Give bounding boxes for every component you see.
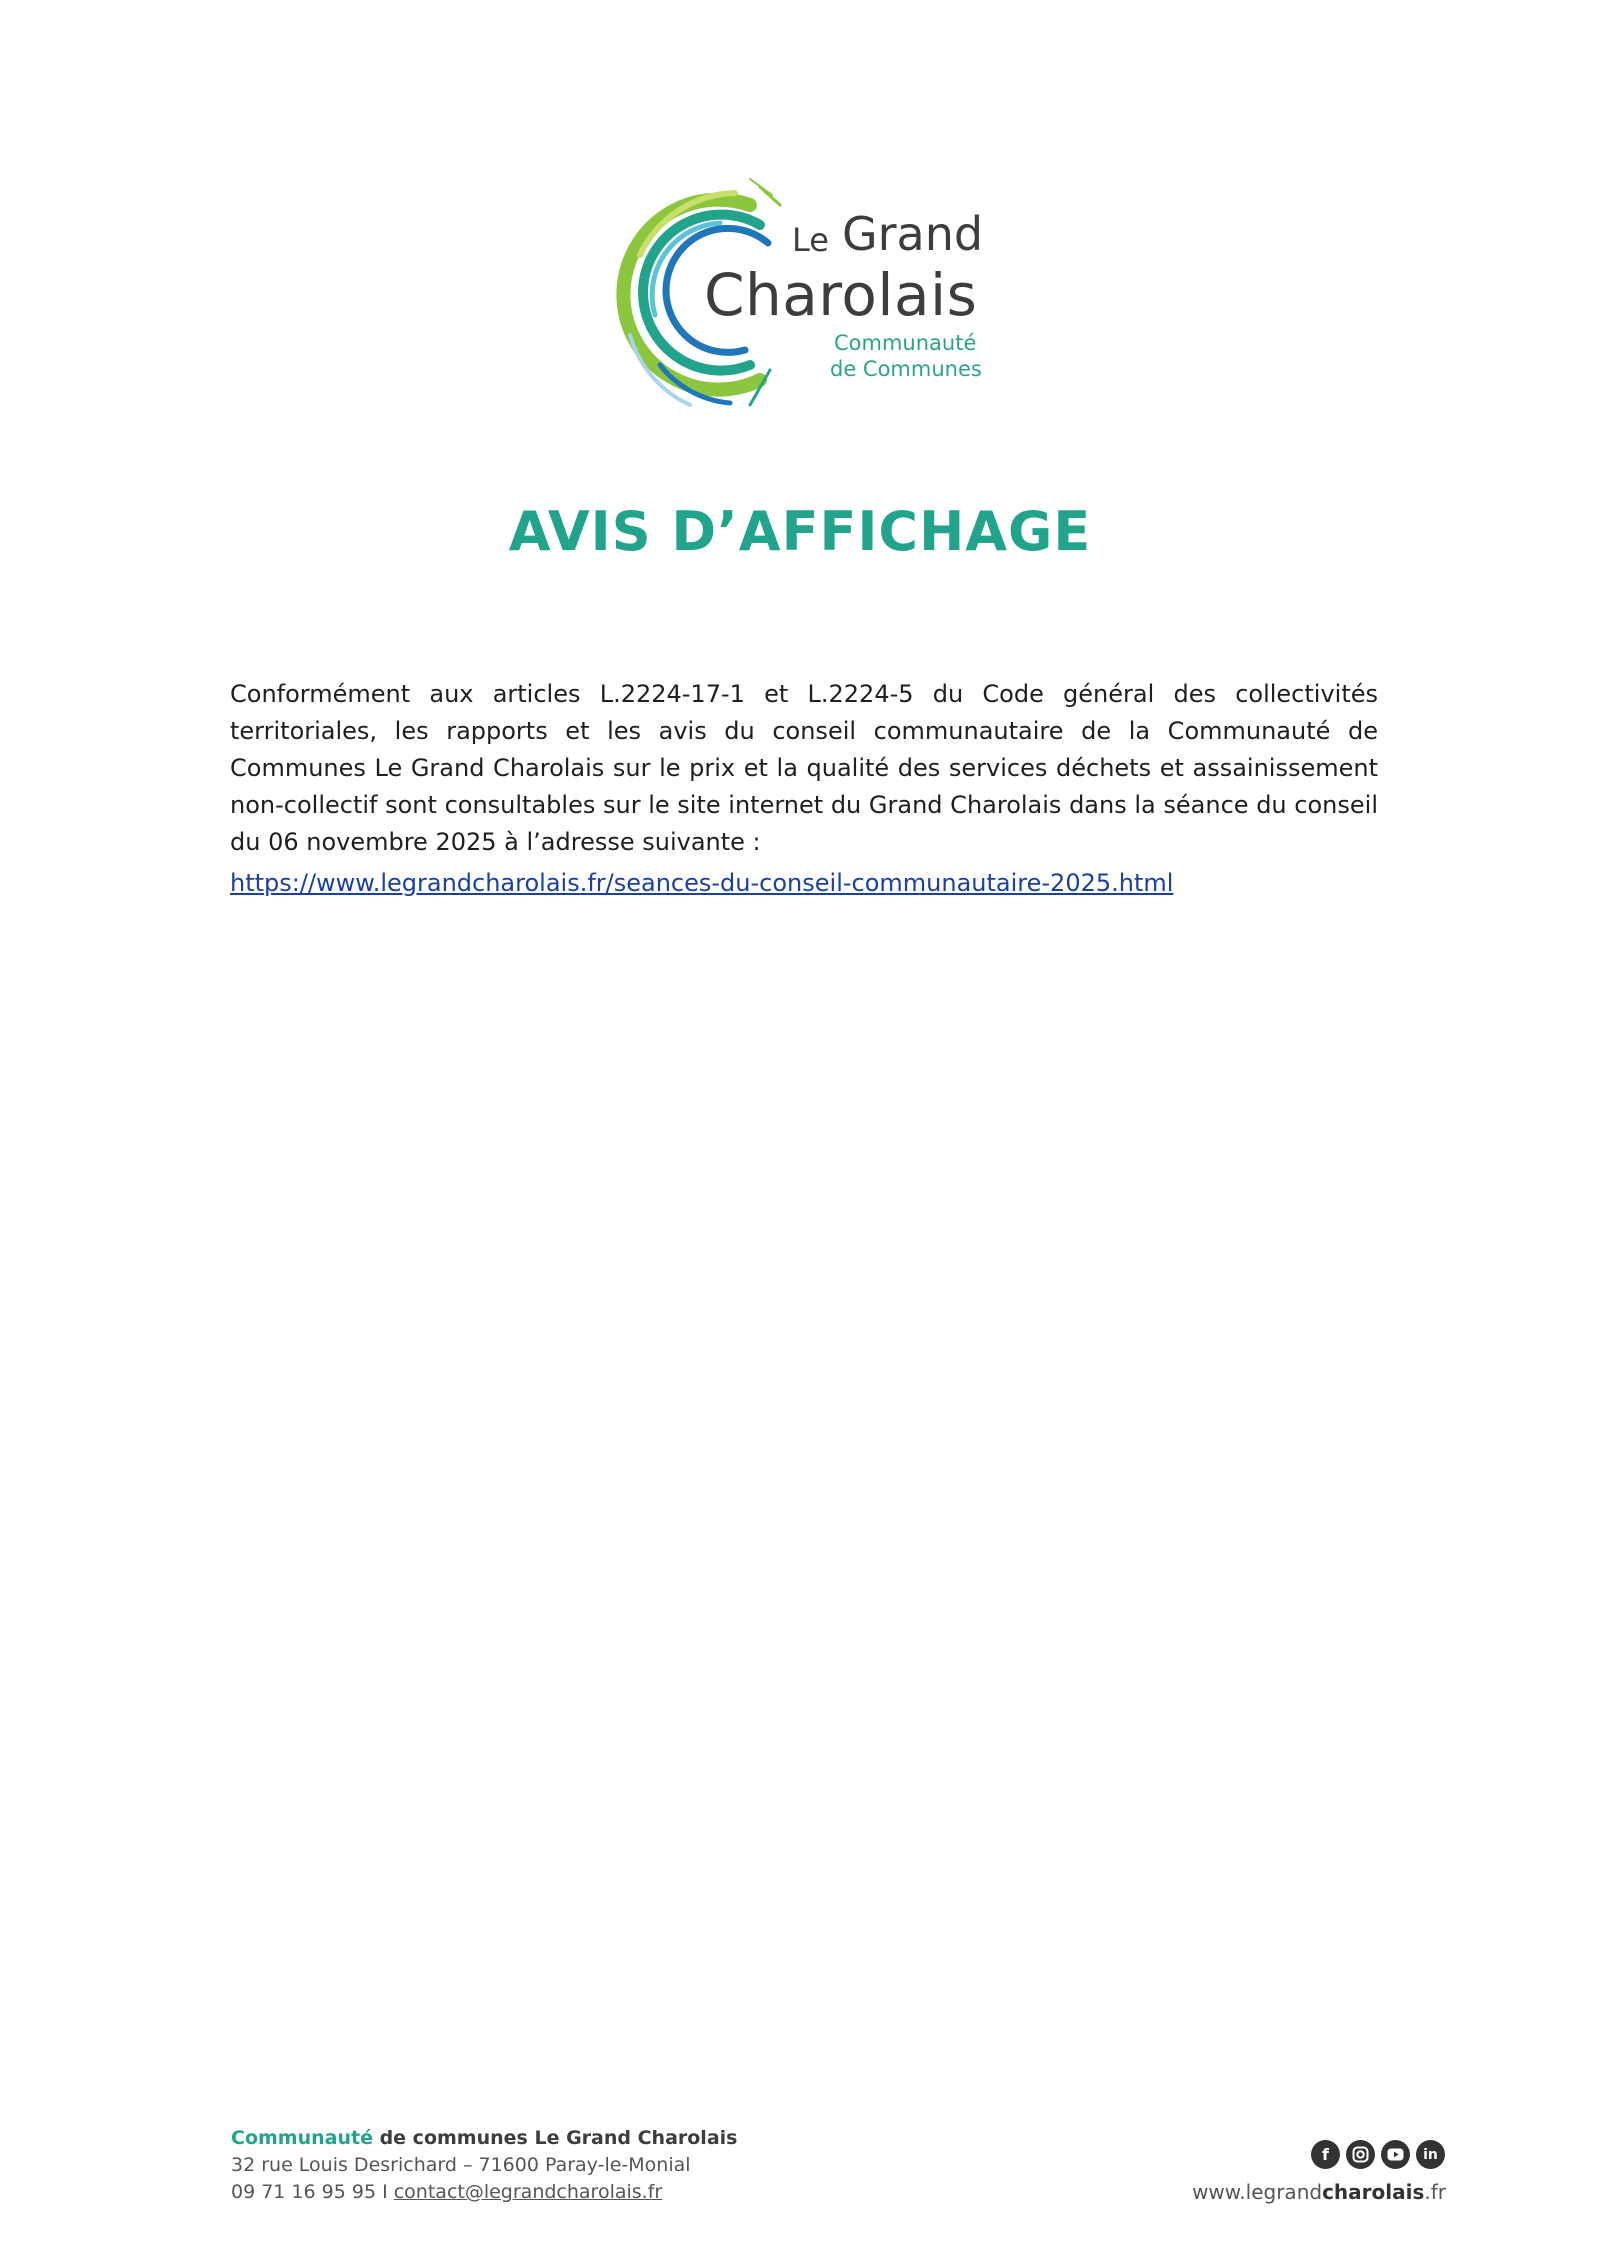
youtube-icon[interactable] [1381,2140,1410,2169]
footer-phone-line [231,2179,737,2206]
page-title: AVIS D’AFFICHAGE [508,500,1092,563]
linkedin-icon[interactable]: in [1416,2140,1445,2169]
logo-subtitle-line1: Communauté [834,331,977,355]
logo-charolais-text: Charolais [704,261,978,329]
body-paragraph: Conformément aux articles L.2224-17-1 et L.2224-5 du Code général des collectivités territoriales, les rapports et les avis du conseil communautaire de la Communauté de Communes Le Grand Charolais sur le prix et la qualité des services déchets et assainissement non-collectif sont consultables sur le site internet du Grand Charolais dans la séance du conseil du 06 novembre 2025 à l’adresse suivante : [230,680,1378,856]
footer-contact [231,2125,737,2206]
council-sessions-link[interactable]: https://www.legrandcharolais.fr/seances-du-conseil-communautaire-2025.html [230,869,1174,897]
logo-grand-text: Grand [842,207,984,261]
footer-email-link[interactable]: contact@legrandcharolais.fr [393,2181,663,2203]
social-icons [1311,2140,1445,2172]
facebook-icon[interactable]: f [1311,2140,1340,2169]
footer-phone: 09 71 16 95 95 I [231,2181,394,2203]
footer-org-name [231,2125,737,2152]
instagram-icon[interactable] [1346,2140,1375,2169]
logo-le-text: Le [792,221,829,259]
logo [600,165,1000,425]
footer-site-suffix: .fr [1424,2180,1446,2204]
footer-org-prefix: Communauté [231,2127,373,2149]
logo-subtitle-line2: de Communes [830,357,982,381]
footer-site-prefix: www.legrand [1192,2180,1323,2204]
footer-website[interactable] [1176,2180,1446,2204]
footer-org-rest: de communes Le Grand Charolais [372,2127,738,2149]
footer-address: 32 rue Louis Desrichard – 71600 Paray-le-Monial [231,2154,691,2176]
footer-site-bold: charolais [1322,2180,1425,2204]
